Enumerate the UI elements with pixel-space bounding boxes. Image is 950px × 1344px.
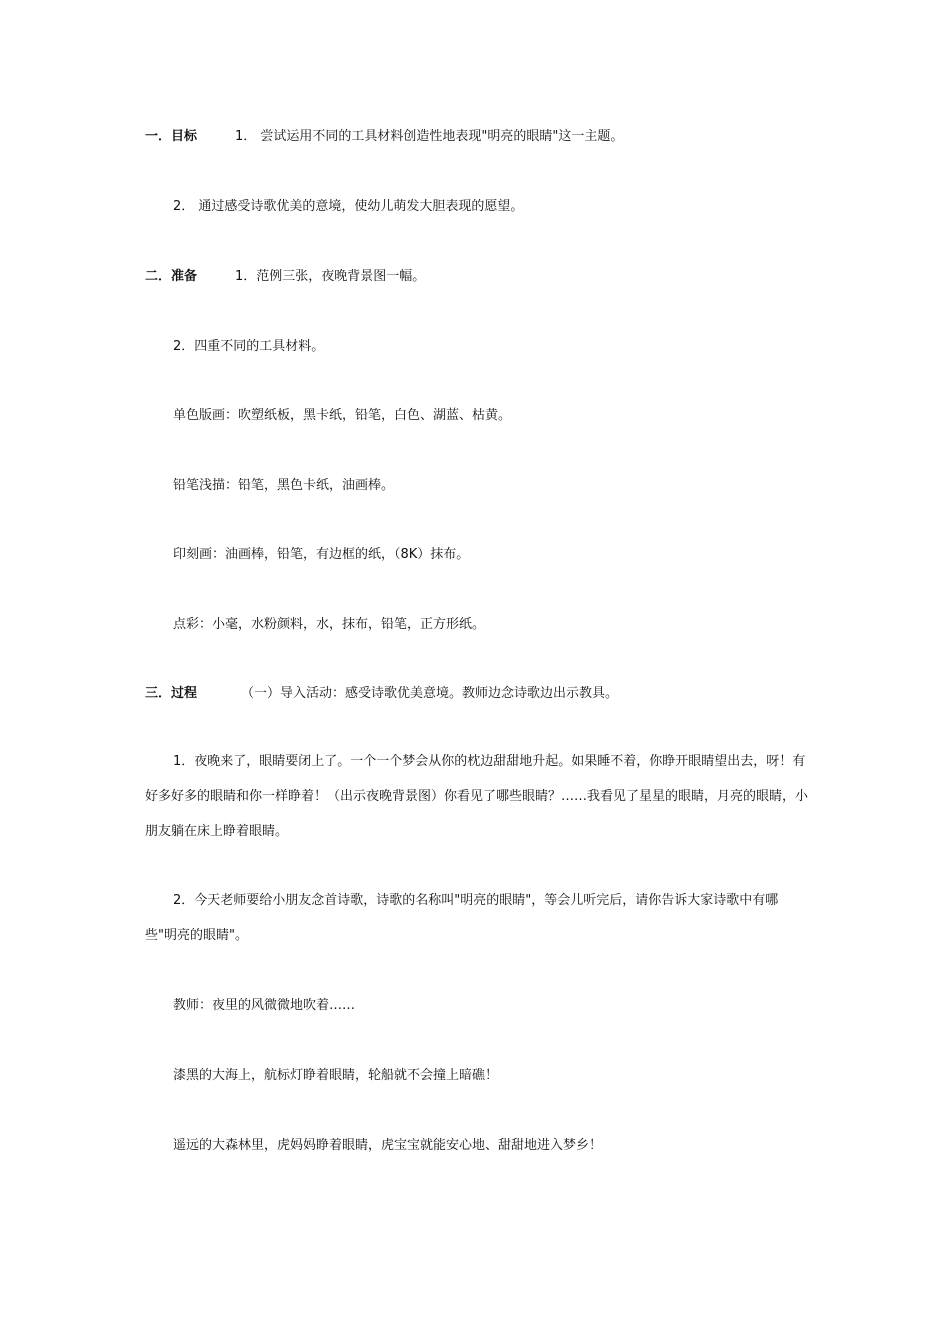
process-paragraph-2: 2．今天老师要给小朋友念首诗歌，诗歌的名称叫"明亮的眼睛"，等会儿听完后，请你告诉大家诗歌中有哪些"明亮的眼睛"。	[145, 893, 779, 943]
prep-item-2: 2．四重不同的工具材料。	[173, 339, 325, 354]
goal-item-2: 2． 通过感受诗歌优美的意境，使幼儿萌发大胆表现的愿望。	[173, 199, 524, 214]
poem-line-3: 遥远的大森林里，虎妈妈睁着眼睛，虎宝宝就能安心地、甜甜地进入梦乡！	[173, 1138, 603, 1153]
poem-line-1: 教师：夜里的风微微地吹着……	[173, 998, 356, 1013]
section-heading-goals: 一．目标	[145, 129, 198, 144]
prep-line-1	[145, 268, 810, 286]
material-item-1: 单色版画：吹塑纸板，黑卡纸，铅笔，白色、湖蓝、枯黄。	[173, 408, 512, 423]
goal-line-1	[145, 128, 810, 146]
prep-item-1: 1．范例三张，夜晚背景图一幅。	[235, 269, 426, 284]
process-line-1	[145, 685, 810, 703]
section-heading-process: 三．过程	[145, 686, 198, 701]
section-heading-preparation: 二．准备	[145, 269, 198, 284]
process-intro: （一）导入活动：感受诗歌优美意境。教师边念诗歌边出示教具。	[241, 686, 619, 701]
material-item-2: 铅笔浅描：铅笔，黑色卡纸，油画棒。	[173, 478, 395, 493]
goal-item-1: 1． 尝试运用不同的工具材料创造性地表现"明亮的眼睛"这一主题。	[235, 129, 624, 144]
material-item-3: 印刻画：油画棒，铅笔，有边框的纸，（8K）抹布。	[173, 547, 470, 562]
material-item-4: 点彩：小毫，水粉颜料，水，抹布，铅笔，正方形纸。	[173, 617, 486, 632]
process-paragraph-1: 1．夜晚来了，眼睛要闭上了。一个一个梦会从你的枕边甜甜地升起。如果睡不着，你睁开眼睛望出去，呀！有好多好多的眼睛和你一样睁着！（出示夜晚背景图）你看见了哪些眼睛？……我看见了星星的眼睛，月亮的眼睛，小朋友躺在床上睁着眼睛。	[145, 754, 809, 839]
poem-line-2: 漆黑的大海上，航标灯睁着眼睛，轮船就不会撞上暗礁！	[173, 1068, 499, 1083]
